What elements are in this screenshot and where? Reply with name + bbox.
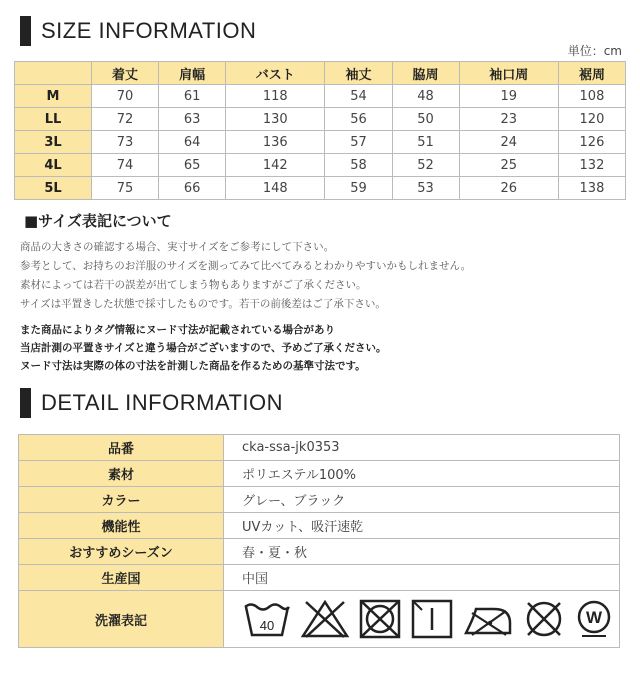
wet-clean-letter: W bbox=[585, 608, 603, 627]
table-cell: 108 bbox=[558, 85, 625, 108]
detail-value: UVカット、吸汗速乾 bbox=[224, 513, 620, 539]
table-cell: 19 bbox=[459, 85, 558, 108]
table-cell: 61 bbox=[159, 85, 226, 108]
column-header: バスト bbox=[226, 62, 325, 85]
detail-row-origin bbox=[19, 565, 620, 591]
detail-table bbox=[18, 434, 620, 648]
detail-label: 生産国 bbox=[19, 565, 224, 591]
table-cell: 23 bbox=[459, 108, 558, 131]
bold-note-line: 当店計測の平置きサイズと違う場合がございますので、予めご了承ください。 bbox=[20, 342, 387, 354]
column-header: 袖口周 bbox=[459, 62, 558, 85]
table-cell: 120 bbox=[558, 108, 625, 131]
table-cell: 118 bbox=[226, 85, 325, 108]
table-cell: 53 bbox=[392, 177, 459, 200]
detail-row-color bbox=[19, 487, 620, 513]
detail-row-care bbox=[19, 591, 620, 648]
table-cell: 24 bbox=[459, 131, 558, 154]
table-cell: 75 bbox=[92, 177, 159, 200]
detail-value: 春・夏・秋 bbox=[224, 539, 620, 565]
nude-size-notes bbox=[20, 321, 386, 375]
heading-bar bbox=[20, 388, 31, 418]
detail-label: 洗濯表記 bbox=[19, 591, 224, 648]
table-cell: 142 bbox=[226, 154, 325, 177]
column-header: 着丈 bbox=[92, 62, 159, 85]
detail-value: ポリエステル100% bbox=[224, 461, 620, 487]
care-icons-cell bbox=[224, 591, 620, 648]
detail-label: カラー bbox=[19, 487, 224, 513]
table-row bbox=[15, 85, 626, 108]
corner-cell bbox=[15, 62, 92, 85]
table-cell: 126 bbox=[558, 131, 625, 154]
table-cell: 65 bbox=[159, 154, 226, 177]
size-label: 5L bbox=[15, 177, 92, 200]
detail-row-material bbox=[19, 461, 620, 487]
table-cell: 70 bbox=[92, 85, 159, 108]
table-row bbox=[15, 131, 626, 154]
table-row bbox=[15, 177, 626, 200]
detail-label: 機能性 bbox=[19, 513, 224, 539]
size-table bbox=[14, 61, 626, 200]
table-cell: 26 bbox=[459, 177, 558, 200]
detail-section-title: DETAIL INFORMATION bbox=[41, 390, 284, 415]
wash-temp-text: 40 bbox=[259, 618, 275, 633]
note-line: 参考として、お持ちのお洋服のサイズを測ってみて比べてみるとわかりやすいかもしれません。 bbox=[20, 260, 472, 272]
detail-label: おすすめシーズン bbox=[19, 539, 224, 565]
detail-value: cka-ssa-jk0353 bbox=[224, 435, 620, 461]
detail-value: 中国 bbox=[224, 565, 620, 591]
size-section-header bbox=[20, 16, 256, 46]
table-cell: 64 bbox=[159, 131, 226, 154]
table-cell: 56 bbox=[325, 108, 392, 131]
table-row bbox=[15, 108, 626, 131]
table-cell: 63 bbox=[159, 108, 226, 131]
table-cell: 58 bbox=[325, 154, 392, 177]
note-line: 素材によっては若干の誤差が出てしまう物もありますがご了承ください。 bbox=[20, 279, 367, 291]
table-cell: 57 bbox=[325, 131, 392, 154]
size-section-title: SIZE INFORMATION bbox=[41, 18, 257, 43]
table-cell: 48 bbox=[392, 85, 459, 108]
detail-label: 品番 bbox=[19, 435, 224, 461]
column-header: 脇周 bbox=[392, 62, 459, 85]
size-label: 3L bbox=[15, 131, 92, 154]
table-cell: 51 bbox=[392, 131, 459, 154]
table-cell: 66 bbox=[159, 177, 226, 200]
no-tumble-dry-icon bbox=[358, 599, 402, 639]
table-cell: 74 bbox=[92, 154, 159, 177]
size-label: 4L bbox=[15, 154, 92, 177]
size-label: M bbox=[15, 85, 92, 108]
wet-clean-icon bbox=[574, 599, 614, 639]
column-header: 袖丈 bbox=[325, 62, 392, 85]
table-cell: 25 bbox=[459, 154, 558, 177]
detail-section-header bbox=[20, 388, 283, 418]
bold-note-line: ヌード寸法は実際の体の寸法を計測した商品を作るための基準寸法です。 bbox=[20, 360, 366, 372]
table-cell: 54 bbox=[325, 85, 392, 108]
detail-row-season bbox=[19, 539, 620, 565]
table-cell: 72 bbox=[92, 108, 159, 131]
table-cell: 148 bbox=[226, 177, 325, 200]
size-notes bbox=[20, 238, 471, 314]
unit-label: 単位：cm bbox=[567, 44, 622, 58]
table-cell: 59 bbox=[325, 177, 392, 200]
table-cell: 50 bbox=[392, 108, 459, 131]
note-line: サイズは平置きした状態で採寸したものです。若干の前後差はご了承下さい。 bbox=[20, 298, 386, 310]
note-line: 商品の大きさの確認する場合、実寸サイズをご参考にして下さい。 bbox=[20, 241, 335, 253]
table-cell: 52 bbox=[392, 154, 459, 177]
size-table-header-row bbox=[15, 62, 626, 85]
table-cell: 138 bbox=[558, 177, 625, 200]
heading-bar bbox=[20, 16, 31, 46]
care-icons bbox=[242, 599, 619, 639]
detail-value: グレー、ブラック bbox=[224, 487, 620, 513]
detail-row-function bbox=[19, 513, 620, 539]
table-cell: 73 bbox=[92, 131, 159, 154]
size-notes-title: ■サイズ表記について bbox=[24, 212, 172, 230]
bold-note-line: また商品によりタグ情報にヌード寸法が記載されている場合があり bbox=[20, 324, 335, 336]
detail-row-product-number bbox=[19, 435, 620, 461]
table-cell: 132 bbox=[558, 154, 625, 177]
no-dry-clean-icon bbox=[522, 599, 566, 639]
size-label: LL bbox=[15, 108, 92, 131]
table-cell: 130 bbox=[226, 108, 325, 131]
line-dry-icon bbox=[410, 599, 454, 639]
table-cell: 136 bbox=[226, 131, 325, 154]
column-header: 肩幅 bbox=[159, 62, 226, 85]
column-header: 裾周 bbox=[558, 62, 625, 85]
iron-low-icon bbox=[462, 599, 514, 639]
wash-40-icon bbox=[242, 599, 292, 639]
table-row bbox=[15, 154, 626, 177]
no-bleach-icon bbox=[300, 599, 350, 639]
detail-label: 素材 bbox=[19, 461, 224, 487]
